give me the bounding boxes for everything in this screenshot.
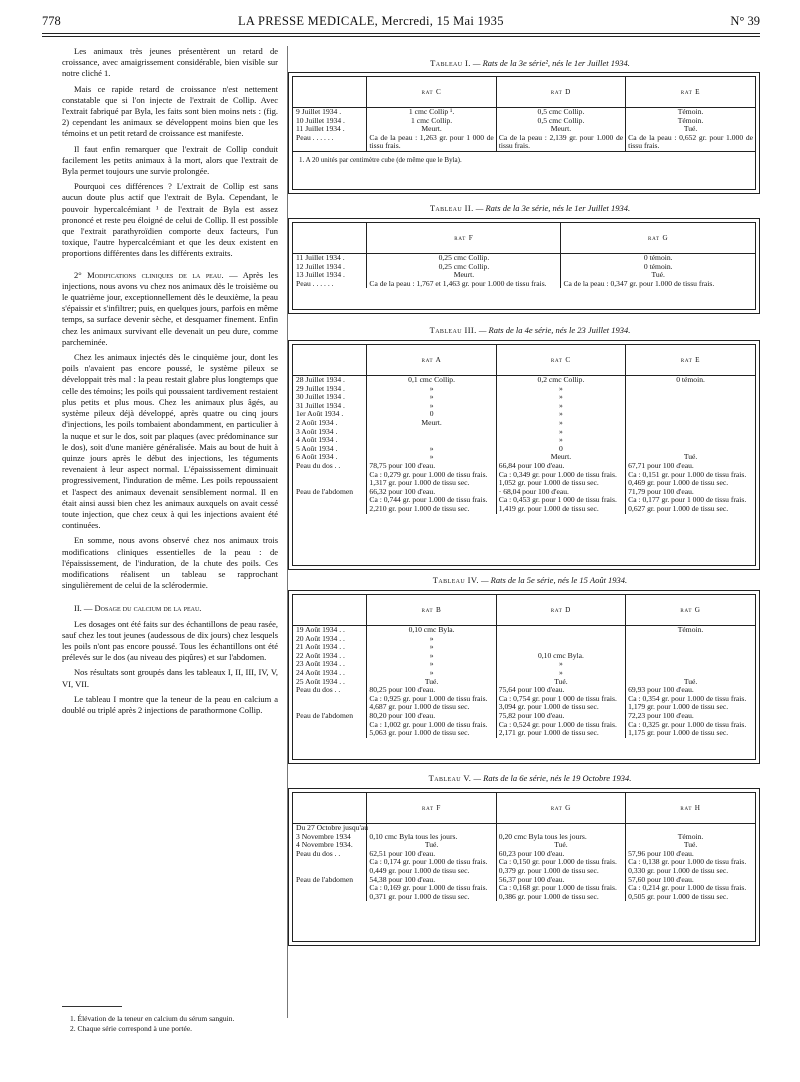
table-row — [293, 436, 755, 445]
column-header: rat G — [561, 223, 755, 254]
table-row — [293, 729, 755, 738]
table-cell: Ca : 0,168 gr. pour 1.000 de tissu frais. — [496, 884, 625, 893]
table-cell — [626, 410, 755, 419]
column-header: rat G — [496, 793, 625, 824]
row-label — [293, 893, 367, 902]
table-row — [293, 505, 755, 514]
table-cell: 0,330 gr. pour 1.000 de tissu sec. — [626, 867, 755, 876]
row-label: 4 Août 1934 . — [296, 435, 338, 445]
row-label: 11 Juillet 1934 . — [296, 253, 345, 262]
table-cell: Meurt. — [496, 453, 625, 462]
table-cell: 1 cmc Collip. — [367, 117, 496, 126]
table-caption-text: — Rats de la 3e série², nés le 1er Juillet 1934. — [472, 58, 630, 68]
table-cell: Tué. — [626, 841, 755, 850]
paragraph-text: Après les injections, nous avons vu chez nos animaux dès le troisième ou le quatrième jour, exceptionnellement dès le deuxième, la peau s'épaissir et s'infiltrer; puis, en quelques jours, parfois en même temps, sa surface devenir sèche, et desquamer finement. Enfin chez les animaux survivant elle devenait un peu dure, comme parcheminée. — [62, 269, 279, 347]
table-cell: » — [496, 669, 625, 678]
row-label — [293, 505, 367, 514]
table-cell: 5,063 gr. pour 1.000 de tissu sec. — [367, 729, 496, 738]
table-row — [293, 428, 755, 437]
table-cell: Ca : 0,177 gr. pour 1 000 de tissu frais. — [626, 496, 755, 505]
footnote: 2. Chaque série correspond à une portée. — [70, 1024, 193, 1033]
table-cell: » — [367, 385, 496, 394]
table-label: Tableau II. — [429, 203, 474, 213]
row-label — [293, 729, 367, 738]
row-label — [293, 721, 367, 730]
table-cell — [626, 643, 755, 652]
column-header: rat B — [367, 595, 496, 626]
table-cell: Tué. — [367, 678, 496, 687]
footnotes — [62, 1014, 278, 1034]
table-3-caption — [300, 325, 760, 335]
table-cell: 0,5 cmc Collip. — [496, 117, 625, 126]
table-cell: 0,10 cmc Byla. — [496, 652, 625, 661]
paragraph: En somme, nous avons observé chez nos animaux trois modifications cliniques essentielles de la peau : de l'épaississement, de l'induration, de la chute des poils. Ces modifications réalisent un tableau se rapprochant singulièrement de celui de la sclérodermie. — [62, 535, 278, 591]
table-cell: Témoin. — [626, 626, 755, 635]
table-cell: 1 cmc Collip ¹. — [367, 108, 496, 117]
row-label: Peau . . . . . . — [296, 278, 334, 288]
table-cell: Ca : 0,279 gr. pour 1.000 de tissu frais. — [367, 471, 496, 480]
table-cell: » — [496, 660, 625, 669]
row-label: 24 Août 1934 . . — [296, 667, 345, 677]
table-cell: Tué. — [561, 271, 755, 280]
column-header: rat E — [626, 77, 755, 108]
column-header: rat F — [367, 223, 561, 254]
table-cell: 1,179 gr. pour 1.000 de tissu sec. — [626, 703, 755, 712]
row-label: 21 Août 1934 . . — [296, 642, 345, 652]
table-cell: 54,38 pour 100 d'eau. — [367, 876, 496, 885]
table-cell: Ca de la peau : 1,767 et 1,463 gr. pour 1.000 de tissu frais. — [367, 280, 561, 289]
table-4-grid — [293, 595, 755, 738]
table-cell: Ca de la peau : 2,139 gr. pour 1.000 de tissu frais. — [496, 134, 625, 151]
row-label: 12 Juillet 1934 . — [296, 261, 345, 271]
paragraph: Le tableau I montre que la teneur de la peau en calcium a doublé ou triplé après 2 injections de parathormone Collip. — [62, 693, 278, 715]
table-cell — [626, 402, 755, 411]
table-cell: Ca de la peau : 1,263 gr. pour 1 000 de tissu frais. — [367, 134, 496, 151]
table-cell: 0 témoin. — [626, 376, 755, 385]
table-cell: 0,25 cmc Collip. — [367, 263, 561, 272]
table-cell: 62,51 pour 100 d'eau. — [367, 850, 496, 859]
journal-title: LA PRESSE MEDICALE, Mercredi, 15 Mai 1935 — [238, 14, 504, 28]
table-cell: Témoin. — [626, 108, 755, 117]
row-label: Peau du dos . . — [296, 685, 341, 695]
table-cell: Ca : 0,453 gr. pour 1 000 de tissu frais. — [496, 496, 625, 505]
table-cell: 75,82 pour 100 d'eau. — [496, 712, 625, 721]
paragraph: Les animaux très jeunes présentèrent un retard de croissance, avec amaigrissement considérable, bien visible sur notre cliché 1. — [62, 46, 278, 79]
row-label: 11 Juillet 1934 . — [296, 124, 345, 134]
table-row — [293, 893, 755, 902]
row-label: 3 Novembre 1934 — [296, 831, 351, 841]
table-cell: » — [367, 402, 496, 411]
row-label: 25 Août 1934 . . — [296, 676, 345, 686]
table-cell: » — [367, 643, 496, 652]
table-cell: 75,64 pour 100 d'eau. — [496, 686, 625, 695]
column-header: rat A — [367, 345, 496, 376]
table-3 — [288, 340, 760, 570]
table-cell: 0 témoin. — [561, 263, 755, 272]
table-cell — [496, 626, 625, 635]
table-note: 1. A 20 unités par centimètre cube (de même que le Byla). — [293, 151, 755, 164]
table-label: Tableau III. — [429, 325, 477, 335]
table-row — [293, 376, 755, 385]
table-cell: 0,2 cmc Collip. — [496, 376, 625, 385]
table-2 — [288, 218, 760, 314]
row-label: 29 Juillet 1934 . — [296, 383, 345, 393]
table-cell: 0,379 gr. pour 1.000 de tissu sec. — [496, 867, 625, 876]
table-1-caption — [300, 58, 760, 68]
paragraph: Pourquoi ces différences ? L'extrait de Collip est sans aucun doute plus actif que l'extrait de Byla. Cependant, le pouvoir hypercalcémiant ¹ de l'extrait de Byla est assez prononcé et reste peu éloigné de celui de Collip. Il est possible que l'extrait parathyroïdien comporte deux facteurs, l'un toxique, l'autre hypercalcémiant et que les deux existent en proportions différentes dans les différents extraits. — [62, 181, 278, 259]
row-label: 9 Juillet 1934 . — [296, 107, 342, 116]
table-row — [293, 410, 755, 419]
table-cell — [626, 652, 755, 661]
table-cell: Ca : 0,744 gr. pour 1.000 de tissu frais. — [367, 496, 496, 505]
table-cell: Ca : 0,214 gr. pour 1.000 de tissu frais. — [626, 884, 755, 893]
table-cell: 2,171 gr. pour 1.000 de tissu sec. — [496, 729, 625, 738]
table-cell: » — [496, 419, 625, 428]
table-cell: 66,32 pour 100 d'eau. — [367, 488, 496, 497]
table-cell: 3,094 gr. pour 1.000 de tissu sec. — [496, 703, 625, 712]
table-5-caption — [300, 773, 760, 783]
table-cell: 60,23 pour 100 d'eau. — [496, 850, 625, 859]
table-cell: Tué. — [367, 841, 496, 850]
row-label: 3 Août 1934 . — [296, 426, 338, 436]
column-header: rat G — [626, 595, 755, 626]
table-row — [293, 385, 755, 394]
table-2-caption — [300, 203, 760, 213]
table-cell: 0,5 cmc Collip. — [496, 108, 625, 117]
table-4 — [288, 590, 760, 764]
row-label: Peau du dos . . — [296, 460, 341, 470]
table-cell — [626, 635, 755, 644]
table-header-row — [293, 77, 755, 108]
table-label: Tableau IV. — [432, 575, 479, 585]
table-cell: 80,20 pour 100 d'eau. — [367, 712, 496, 721]
table-cell: » — [496, 385, 625, 394]
row-label: 23 Août 1934 . . — [296, 659, 345, 669]
table-cell: » — [367, 393, 496, 402]
table-cell: Ca : 1,002 gr. pour 1.000 de tissu frais. — [367, 721, 496, 730]
table-cell: 1,419 gr. pour 1.000 de tissu sec. — [496, 505, 625, 514]
table-header-row — [293, 595, 755, 626]
table-cell: Tué. — [496, 678, 625, 687]
table-cell — [626, 419, 755, 428]
table-cell: 0,371 gr. pour 1.000 de tissu sec. — [367, 893, 496, 902]
row-label: 10 Juillet 1934 . — [296, 115, 345, 125]
table-cell: Meurt. — [367, 419, 496, 428]
table-cell: Ca de la peau : 0,652 gr. pour 1.000 de tissu frais. — [626, 134, 755, 151]
table-cell: » — [367, 635, 496, 644]
table-cell: » — [367, 660, 496, 669]
paragraph: Chez les animaux injectés dès le cinquième jour, dont les poils n'avaient pas encore poussé, le système pileux se développait très mal : la peau restait glabre plus longtemps que celle des témoins; les poils qui poussaient tardivement restaient plus petits et plus mous. Chez les animaux plus âgés, au système pileux déjà développé, après quatre ou cinq jours d'injections, les poils tombaient abondamment, en particulier à la nuque et sur le dos, soit par plaques (avec prédominance sur le dos), soit d'une manière généralisée. Mais au bout de huit à quinze jours après le début des injections, les téguments revenaient à leur aspect normal. L'épaississement diminuait progressivement, l'induration de même. Les poils repoussaient et l'aspect des animaux devenait sensiblement normal. Il en était ainsi aussi bien chez les animaux auxquels on avait cessé toute injection, que chez ceux à qui les injections avaient été continuées. — [62, 352, 278, 531]
table-cell: 67,71 pour 100 d'eau. — [626, 462, 755, 471]
table-cell: 1,175 gr. pour 1.000 de tissu sec. — [626, 729, 755, 738]
table-4-caption — [300, 575, 760, 585]
table-row — [293, 402, 755, 411]
table-row — [293, 419, 755, 428]
corner-cell — [293, 223, 367, 254]
table-2-grid — [293, 223, 755, 288]
table-cell: Ca : 0,138 gr. pour 1.000 de tissu frais. — [626, 858, 755, 867]
table-cell: » — [367, 453, 496, 462]
footnote-rule — [62, 1006, 122, 1007]
table-caption-text: — Rats de la 5e série, nés le 15 Août 1934. — [480, 575, 628, 585]
paragraph — [62, 270, 278, 348]
table-cell: 57,60 pour 100 d'eau. — [626, 876, 755, 885]
table-cell: Ca : 0,354 gr. pour 1.000 de tissu frais. — [626, 695, 755, 704]
row-label — [293, 496, 367, 505]
table-cell: » — [496, 436, 625, 445]
row-label: 31 Juillet 1934 . — [296, 400, 345, 410]
row-label: 22 Août 1934 . . — [296, 650, 345, 660]
table-cell: Ca : 0,925 gr. pour 1.000 de tissu frais. — [367, 695, 496, 704]
table-cell: 72,23 pour 100 d'eau. — [626, 712, 755, 721]
row-label: 6 Août 1934 . — [296, 452, 338, 462]
table-cell — [626, 660, 755, 669]
table-cell — [626, 428, 755, 437]
table-cell: » — [367, 669, 496, 678]
table-cell: 0,505 gr. pour 1.000 de tissu sec. — [626, 893, 755, 902]
table-cell: 0,25 cmc Collip. — [367, 254, 561, 263]
row-label — [293, 884, 367, 893]
row-label: 30 Juillet 1934 . — [296, 392, 345, 402]
row-label: Peau . . . . . . — [296, 132, 334, 142]
column-header: rat C — [496, 345, 625, 376]
row-label: 13 Juillet 1934 . — [296, 270, 345, 280]
table-cell: 0 — [496, 445, 625, 454]
table-1 — [288, 72, 760, 194]
header-rule-double — [42, 36, 760, 37]
column-header: rat D — [496, 77, 625, 108]
table-cell: Meurt. — [367, 125, 496, 134]
table-row — [293, 254, 755, 263]
issue-number: N° 39 — [730, 14, 760, 28]
table-cell: · 68,04 pour 100 d'eau. — [496, 488, 625, 497]
table-cell: 0,469 gr. pour 1.000 de tissu sec. — [626, 479, 755, 488]
table-cell: Meurt. — [367, 271, 561, 280]
header-rule — [42, 33, 760, 34]
table-cell: Ca : 0,151 gr. pour 1.000 de tissu frais. — [626, 471, 755, 480]
table-cell — [626, 385, 755, 394]
row-label: 19 Août 1934 . . — [296, 625, 345, 634]
table-cell: Ca de la peau : 0,347 gr. pour 1.000 de tissu frais. — [561, 280, 755, 289]
table-cell: Ca : 0,150 gr. pour 1.000 de tissu frais. — [496, 858, 625, 867]
table-caption-text: — Rats de la 4e série, nés le 23 Juillet 1934. — [478, 325, 631, 335]
row-label: 1er Août 1934 . — [296, 409, 344, 419]
table-cell: 57,96 pour 100 d'eau. — [626, 850, 755, 859]
table-cell: Ca : 0,169 gr. pour 1.000 de tissu frais. — [367, 884, 496, 893]
row-label: Peau du dos . . — [296, 848, 341, 858]
column-header: rat C — [367, 77, 496, 108]
table-cell: 0,449 gr. pour 1.000 de tissu sec. — [367, 867, 496, 876]
table-cell: » — [496, 410, 625, 419]
row-label: 20 Août 1934 . . — [296, 633, 345, 643]
row-label: 2 Août 1934 . — [296, 417, 338, 427]
column-header: rat H — [626, 793, 755, 824]
table-cell: 78,75 pour 100 d'eau. — [367, 462, 496, 471]
table-cell: 0,20 cmc Byla tous les jours. — [496, 833, 625, 842]
table-row — [293, 393, 755, 402]
table-caption-text: — Rats de la 6e série, nés le 19 Octobre 1934. — [473, 773, 632, 783]
table-header-row — [293, 223, 755, 254]
table-row — [293, 263, 755, 272]
table-cell: 1,317 gr. pour 1.000 de tissu sec. — [367, 479, 496, 488]
table-cell: Ca : 0,524 gr. pour 1.000 de tissu frais. — [496, 721, 625, 730]
table-cell: 1,052 gr. pour 1.000 de tissu sec. — [496, 479, 625, 488]
table-row — [293, 635, 755, 644]
page-number: 778 — [42, 14, 61, 28]
table-cell: 4,687 gr. pour 1.000 de tissu sec. — [367, 703, 496, 712]
row-label: 28 Juillet 1934 . — [296, 375, 345, 384]
section-heading: II. — Dosage du calcium de la peau. — [74, 603, 202, 614]
table-cell: Témoin. — [626, 117, 755, 126]
table-cell — [626, 436, 755, 445]
table-cell: Ca : 0,349 gr. pour 1.000 de tissu frais. — [496, 471, 625, 480]
table-cell: 0,386 gr. pour 1.000 de tissu sec. — [496, 893, 625, 902]
table-cell: Témoin. — [626, 833, 755, 842]
table-cell: Tué. — [496, 841, 625, 850]
table-cell: » — [496, 428, 625, 437]
corner-cell — [293, 345, 367, 376]
table-cell: » — [367, 652, 496, 661]
section-heading: 2° Modifications cliniques de la peau. — — [74, 269, 238, 280]
paragraph: Nos résultats sont groupés dans les tableaux I, II, III, IV, V, VI, VII. — [62, 667, 278, 689]
row-label: Peau de l'abdomen — [296, 874, 354, 884]
table-cell: 0,627 gr. pour 1.000 de tissu sec. — [626, 505, 755, 514]
table-cell: Ca : 0,325 gr. pour 1.000 de tissu frais. — [626, 721, 755, 730]
corner-cell — [293, 595, 367, 626]
left-text-column — [62, 46, 278, 720]
table-caption-text: — Rats de la 3e série, nés le 1er Juillet 1934. — [475, 203, 631, 213]
table-5 — [288, 788, 760, 946]
table-cell: Ca : 0,174 gr. pour 1.000 de tissu frais. — [367, 858, 496, 867]
table-row — [293, 134, 755, 151]
corner-cell — [293, 793, 367, 824]
table-cell: 0,1 cmc Collip. — [367, 376, 496, 385]
table-3-grid — [293, 345, 755, 514]
row-label: 4 Novembre 1934. — [296, 840, 353, 850]
paragraph: Il faut enfin remarquer que l'extrait de Collip conduit facilement les petits animaux à la mort, alors que l'extrait de Byla permet toujours une survie prolongée. — [62, 143, 278, 177]
table-cell: Tué. — [626, 453, 755, 462]
table-cell: 56,37 pour 100 d'eau. — [496, 876, 625, 885]
table-cell: Meurt. — [496, 125, 625, 134]
table-5-grid — [293, 793, 755, 901]
table-cell: » — [496, 402, 625, 411]
table-cell: 80,25 pour 100 d'eau. — [367, 686, 496, 695]
table-row — [293, 652, 755, 661]
table-cell: 0 — [367, 410, 496, 419]
table-header-row — [293, 345, 755, 376]
row-label: Peau de l'abdomen — [296, 710, 354, 720]
row-label — [293, 471, 367, 480]
table-label: Tableau V. — [428, 773, 472, 783]
table-cell: » — [367, 445, 496, 454]
table-1-grid — [293, 77, 755, 151]
table-cell — [496, 635, 625, 644]
row-label: 5 Août 1934 . — [296, 443, 338, 453]
table-cell: 0,10 cmc Byla tous les jours. — [367, 833, 496, 842]
row-label — [293, 695, 367, 704]
table-row — [293, 660, 755, 669]
table-cell: 69,93 pour 100 d'eau. — [626, 686, 755, 695]
page-header — [42, 14, 760, 34]
column-header: rat D — [496, 595, 625, 626]
table-cell — [367, 428, 496, 437]
paragraph: Mais ce rapide retard de croissance n'est nettement constatable que si l'on injecte de l'extrait de Collip. Avec l'extrait fabriqué par Byla, les faits sont bien moins nets : (fig. 2) cependant les animaux se développent moins bien que les témoins et un petit retard de croissance est manifeste. — [62, 83, 278, 139]
table-cell: 71,79 pour 100 d'eau. — [626, 488, 755, 497]
table-cell: Tué. — [626, 678, 755, 687]
table-cell: 0 témoin. — [561, 254, 755, 263]
column-header: rat F — [367, 793, 496, 824]
table-header-row — [293, 793, 755, 824]
table-cell: 0,10 cmc Byla. — [367, 626, 496, 635]
row-label: Du 27 Octobre jusqu'au — [296, 823, 369, 832]
table-row — [293, 626, 755, 635]
table-cell — [626, 393, 755, 402]
table-row — [293, 643, 755, 652]
row-label — [293, 858, 367, 867]
paragraph: Les dosages ont été faits sur des échantillons de peau rasée, sauf chez les tout jeunes (audessous de dix jours) chez lesquels les poils n'ont pas encore poussé. Tous les échantillons ont été prélevés sur le dos (au niveau des piqûres) et sur l'abdomen. — [62, 618, 278, 663]
table-cell: 66,84 pour 100 d'eau. — [496, 462, 625, 471]
column-header: rat E — [626, 345, 755, 376]
table-cell: Tué. — [626, 125, 755, 134]
table-row — [293, 280, 755, 289]
table-cell: 2,210 gr. pour 1.000 de tissu sec. — [367, 505, 496, 514]
footnote: 1. Élévation de la teneur en calcium du sérum sanguin. — [70, 1014, 235, 1023]
table-cell: » — [496, 393, 625, 402]
corner-cell — [293, 77, 367, 108]
table-label: Tableau I. — [430, 58, 471, 68]
row-label: Peau de l'abdomen — [296, 486, 354, 496]
table-cell: Ca : 0,754 gr. pour 1 000 de tissu frais. — [496, 695, 625, 704]
